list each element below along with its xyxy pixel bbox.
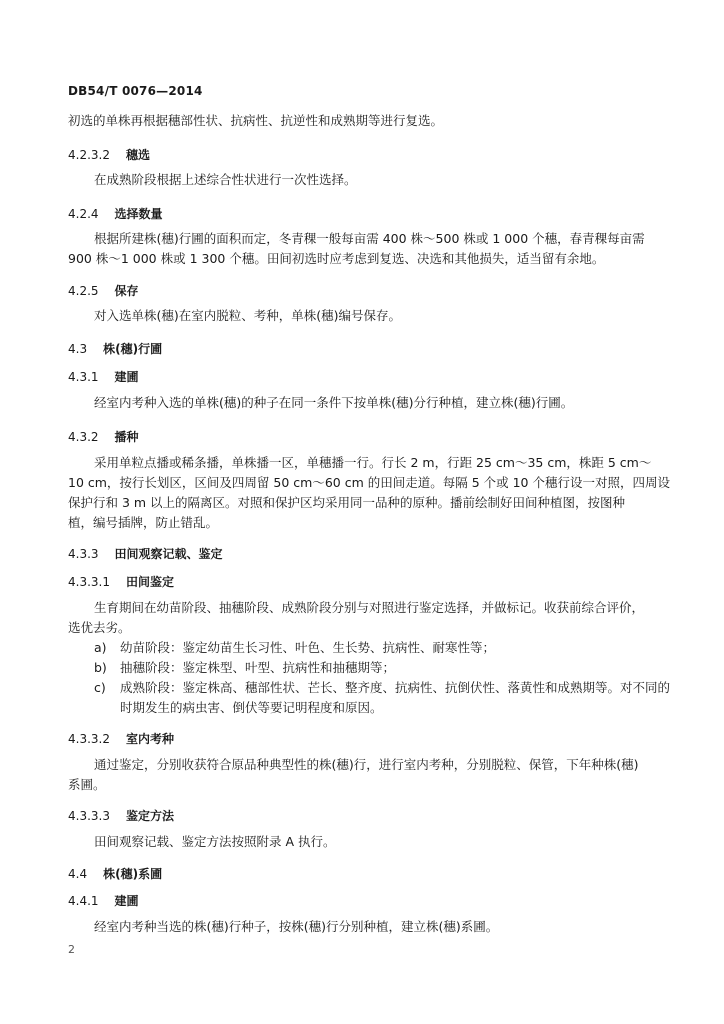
- paragraph-line: 保护行和 3 m 以上的隔离区。对照和保护区均采用同一品种的原种。播前绘制好田间种植图，按图种: [68, 495, 626, 510]
- list-marker: c): [94, 680, 106, 695]
- paragraph-line: 根据所建株(穗)行圃的面积而定，冬青稞一般每亩需 400 株～500 株或 1 000 个穗，春青稞每亩需: [94, 231, 645, 246]
- section-number: 4.4: [68, 867, 88, 881]
- section-heading-4-3-3-1: [68, 573, 174, 590]
- section-title: 室内考种: [125, 732, 174, 746]
- section-heading-4-4-1: [68, 892, 139, 909]
- section-title: 田间鉴定: [125, 575, 174, 589]
- section-number: 4.3.2: [68, 430, 99, 444]
- paragraph: 初选的单株再根据穗部性状、抗病性、抗逆性和成熟期等进行复选。: [68, 113, 444, 128]
- paragraph: 经室内考种入选的单株(穗)的种子在同一条件下按单株(穗)分行种植，建立株(穗)行圃。: [94, 395, 574, 410]
- section-heading-4-3-3-2: [68, 730, 174, 747]
- paragraph-line: 10 cm，按行长划区，区间及四周留 50 cm～60 cm 的田间走道。每隔 5 个或 10 个穗行设一对照，四周设: [68, 475, 670, 490]
- list-marker: b): [94, 660, 107, 675]
- paragraph: 经室内考种当选的株(穗)行种子，按株(穗)行分别种植，建立株(穗)系圃。: [94, 919, 499, 934]
- section-number: 4.2.3.2: [68, 148, 110, 162]
- standard-code: DB54/T 0076—2014: [68, 84, 203, 98]
- section-heading-4-3-1: [68, 368, 139, 385]
- list-item: 抽穗阶段：鉴定株型、叶型、抗病性和抽穗期等；: [120, 660, 396, 675]
- section-title: 株(穗)行圃: [103, 342, 163, 356]
- list-marker: a): [94, 640, 107, 655]
- paragraph-line: 采用单粒点播或稀条播，单株播一区，单穗播一行。行长 2 m，行距 25 cm～35 cm，株距 5 cm～: [94, 455, 652, 470]
- section-title: 建圃: [114, 370, 139, 384]
- section-heading-4-4: [68, 865, 162, 882]
- section-number: 4.3.3.3: [68, 809, 110, 823]
- paragraph: 在成熟阶段根据上述综合性状进行一次性选择。: [94, 172, 357, 187]
- section-number: 4.4.1: [68, 894, 99, 908]
- list-item: 成熟阶段：鉴定株高、穗部性状、芒长、整齐度、抗病性、抗倒伏性、落黄性和成熟期等。对不同的: [120, 680, 671, 695]
- section-number: 4.3.3: [68, 547, 99, 561]
- section-heading-4-3-3: [68, 545, 223, 562]
- list-item-continuation: 时期发生的病虫害、倒伏等要记明程度和原因。: [120, 700, 383, 715]
- section-heading-4-2-4: [68, 205, 163, 222]
- section-number: 4.3.3.1: [68, 575, 110, 589]
- section-number: 4.3: [68, 342, 88, 356]
- section-heading-4-2-5: [68, 282, 139, 299]
- section-heading-4-2-3-2: [68, 146, 150, 163]
- section-number: 4.3.3.2: [68, 732, 110, 746]
- section-number: 4.2.5: [68, 284, 99, 298]
- section-title: 鉴定方法: [125, 809, 174, 823]
- paragraph: 田间观察记载、鉴定方法按照附录 A 执行。: [94, 834, 336, 849]
- paragraph-line: 900 株～1 000 株或 1 300 个穗。田间初选时应考虑到复选、决选和其他损失，适当留有余地。: [68, 251, 605, 266]
- section-number: 4.2.4: [68, 207, 99, 221]
- section-title: 建圃: [114, 894, 139, 908]
- paragraph-line: 系圃。: [68, 777, 106, 792]
- paragraph-line: 选优去劣。: [68, 620, 131, 635]
- section-title: 穗选: [125, 148, 150, 162]
- section-title: 保存: [114, 284, 139, 298]
- paragraph: 对入选单株(穗)在室内脱粒、考种，单株(穗)编号保存。: [94, 308, 402, 323]
- page-number: 2: [68, 943, 75, 956]
- paragraph-line: 生育期间在幼苗阶段、抽穗阶段、成熟阶段分别与对照进行鉴定选择，并做标记。收获前综合评价，: [94, 600, 645, 615]
- section-heading-4-3-3-3: [68, 807, 174, 824]
- list-item: 幼苗阶段：鉴定幼苗生长习性、叶色、生长势、抗病性、耐寒性等；: [120, 640, 496, 655]
- section-number: 4.3.1: [68, 370, 99, 384]
- section-heading-4-3: [68, 340, 162, 357]
- section-heading-4-3-2: [68, 428, 139, 445]
- section-title: 株(穗)系圃: [103, 867, 163, 881]
- paragraph-line: 植，编号插牌，防止错乱。: [68, 515, 219, 530]
- paragraph-line: 通过鉴定，分别收获符合原品种典型性的株(穗)行，进行室内考种，分别脱粒、保管，下年种株(穗): [94, 757, 639, 772]
- section-title: 播种: [114, 430, 139, 444]
- section-title: 田间观察记载、鉴定: [114, 547, 223, 561]
- section-title: 选择数量: [114, 207, 163, 221]
